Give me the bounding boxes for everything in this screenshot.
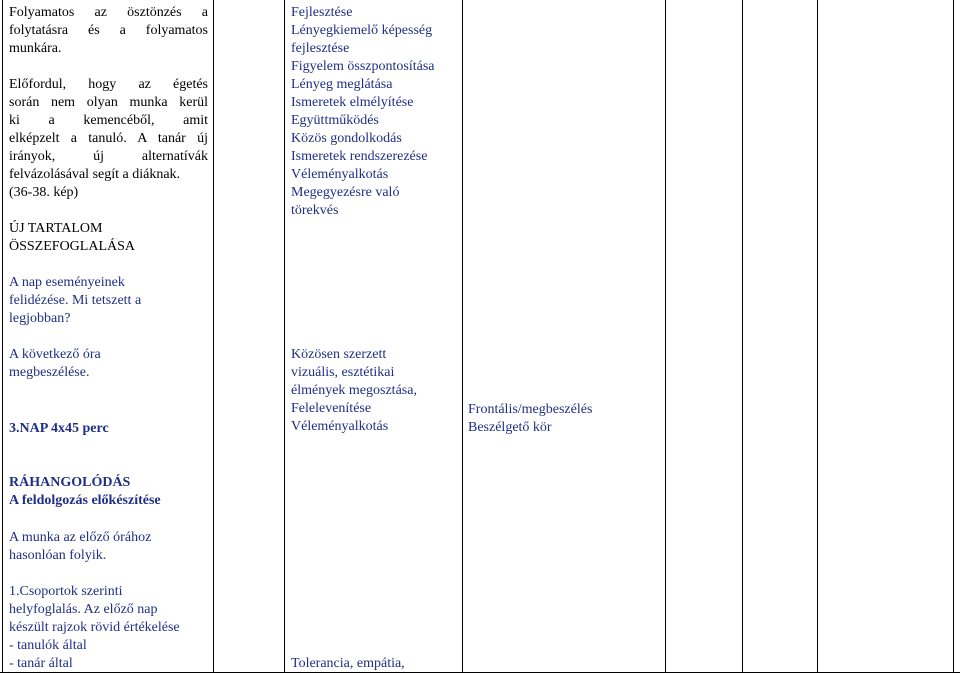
skills-line-5: Lényeg meglátása (291, 77, 393, 92)
summary-list (291, 346, 457, 436)
next-lesson-paragraph (9, 346, 208, 382)
day-heading (9, 420, 208, 438)
recall-line-2: felidézése. Mi tetszett a (9, 293, 142, 308)
firing-line-3: ki a kemencéből, amit (9, 113, 208, 128)
heading-summary: ÖSSZEFOGLALÁSA (9, 239, 136, 254)
tolerance-line (291, 655, 457, 673)
summary-line-3: élmények megosztása, (291, 383, 417, 398)
continuation-paragraph (9, 529, 208, 565)
firing-line-4: elképzelt a tanuló. A tanár új (9, 131, 208, 146)
continuation-line-1: A munka az előző órához (9, 530, 152, 545)
next-lesson-line-2: megbeszélése. (9, 365, 90, 380)
column-divider-6 (817, 0, 818, 673)
intro-line-3: munkára. (9, 41, 62, 56)
column-divider-2 (284, 0, 285, 673)
skills-line-6: Ismeretek elmélyítése (291, 95, 414, 110)
recall-paragraph (9, 274, 208, 328)
seating-line-5: - tanár által (9, 656, 73, 671)
section-heading-tuning (9, 474, 208, 510)
recall-line-3: legjobban? (9, 311, 71, 326)
summary-line-1: Közösen szerzett (291, 347, 387, 362)
skills-line-4: Figyelem összpontosítása (291, 59, 435, 74)
next-lesson-line-1: A következő óra (9, 347, 101, 362)
skills-line-7: Együttműködés (291, 113, 379, 128)
tolerance-text: Tolerancia, empátia, (291, 656, 405, 671)
continuation-line-2: hasonlóan folyik. (9, 548, 107, 563)
skills-line-11: Megegyezésre való (291, 185, 400, 200)
heading-tuning: RÁHANGOLÓDÁS (9, 475, 131, 490)
skills-line-1: Fejlesztése (291, 5, 353, 20)
intro-line-1: Folyamatos az ösztönzés a (9, 5, 208, 20)
firing-line-7: (36-38. kép) (9, 185, 79, 200)
method-line-1: Frontális/megbeszélés (468, 402, 593, 417)
seating-line-2: helyfoglalás. Az előző nap (9, 602, 158, 617)
skills-line-8: Közös gondolkodás (291, 131, 402, 146)
skills-line-3: fejlesztése (291, 41, 350, 56)
column-divider-5 (742, 0, 743, 673)
heading-new-content: ÚJ TARTALOM (9, 221, 103, 236)
firing-line-5: irányok, új alternatívák (9, 149, 208, 164)
seating-line-4: - tanulók által (9, 638, 87, 653)
seating-paragraph (9, 583, 208, 673)
column-4-content (468, 401, 660, 437)
summary-line-4: Felelevenítése (291, 401, 372, 416)
column-divider-1 (213, 0, 214, 673)
seating-line-3: készült rajzok rövid értékelése (9, 620, 180, 635)
day-heading-text: 3.NAP 4x45 perc (9, 421, 109, 436)
skills-line-9: Ismeretek rendszerezése (291, 149, 428, 164)
table-border-right (953, 0, 954, 673)
summary-line-2: vizuális, esztétikai (291, 365, 395, 380)
seating-line-1: 1.Csoportok szerinti (9, 584, 123, 599)
section-heading-summary (9, 220, 208, 256)
firing-line-2: során nem olyan munka kerül (9, 95, 208, 110)
firing-line-6: felvázolásával segít a diáknak. (9, 167, 181, 182)
skills-list (291, 4, 457, 220)
column-divider-4 (665, 0, 666, 673)
summary-line-5: Véleményalkotás (291, 419, 389, 434)
recall-line-1: A nap eseményeinek (9, 275, 125, 290)
intro-line-2: folytatásra és a folyamatos (9, 23, 208, 38)
method-line-2: Beszélgető kör (468, 420, 552, 435)
column-divider-3 (462, 0, 463, 673)
skills-line-2: Lényegkiemelő képesség (291, 23, 433, 38)
heading-preparation: A feldolgozás előkészítése (9, 493, 161, 508)
skills-line-10: Véleményalkotás (291, 167, 389, 182)
firing-paragraph (9, 76, 208, 202)
table-border-left (2, 0, 3, 673)
firing-line-1: Előfordul, hogy az égetés (9, 77, 208, 92)
intro-paragraph (9, 4, 208, 58)
skills-line-12: törekvés (291, 203, 339, 218)
